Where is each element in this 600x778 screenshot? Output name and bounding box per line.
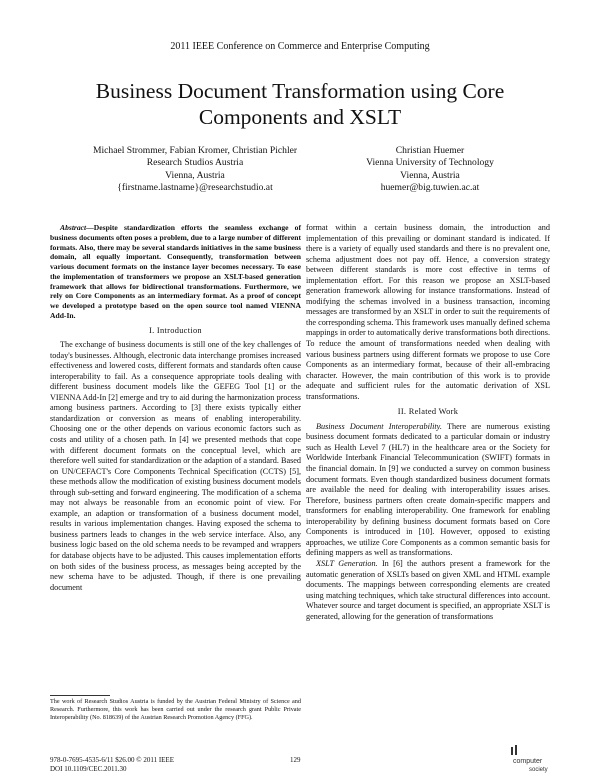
paragraph-text: There are numerous existing business document formats dedicated to a particular domain or industry such as Health Level 7 (HL7) in the healthcare area or the Society for Worldwide Interbank Financial Telecommunication (SWIFT) formats in the financial domain. In [9] we conducted a survey on common business document formats. Even though standardized business document formats are available the need for dealing with interoperability issues arises. Therefore, business partners often create domain-specific mappers and transformers for enabling interoperability. One framework for enabling interoperability by defining business document formats based on Core Components is introduced in [10]. However, opposed to existing approaches, we utilize Core Components as a common semantic basis for defining mappers as well as transformations. xyxy=(306,421,550,558)
abstract-text: —Despite standardization efforts the seamless exchange of business documents often poses a problem, due to a large number of different formats. Also, there may be several standards initiatives in the same business domain, all equally important. Consequently, transformation between various document formats on the instance layer becomes necessary. To ease the implementation of transformers we propose an XSLT-based generation framework that allows for bidirectional transformations. Furthermore, we rely on Core Components as an intermediary format. As a proof of concept we developed a prototype based on the open source tool named VIENNA Add-In. xyxy=(50,223,301,320)
abstract xyxy=(50,223,301,321)
abstract-label: Abstract xyxy=(60,223,87,232)
computer-society-logo-icon xyxy=(507,745,557,773)
paper-title xyxy=(40,78,560,130)
computer-society-logo xyxy=(507,745,557,773)
author-city: Vienna, Austria xyxy=(165,169,225,181)
page-number: 129 xyxy=(290,756,301,764)
introduction-paragraph: The exchange of business documents is still one of the key challenges of today's businesses. Although, electronic data interchange promises increased effectiveness and lowered costs, different formats and standards often cause interoperability to fail. As a consequence appropriate tools dealing with different business document models like the GEFEG Tool [1] or the VIENNA Add-In [2] emerge and try to aid during the harmonization process among business partners. According to [3] there exists typically either standardization or conversion as means of enabling interoperability. Choosing one or the other depends on various economic factors such as costs and utility of a chosen path. In [4] we presented methods that cope with different document formats on the conceptual level, which are therefore well suited for standardization or the adaption of a standard. Based on UN/CEFACT's Core Components Technical Specification (CCTS) [5], these methods allow the modification of existing business document models through sub-setting and forward engineering. The modification of a schema may not always be reasonable from an economic point of view. For example, an adaption or transformation of a business document model, results in various implementation changes. Having exposed the schema to business partners leads to changes in the web service interface. Also, any business logic based on the old schema needs to be revamped and wrappers for database objects have to be adjusted. This causes implementation efforts on both sides of the business process, as messages being accepted by the new schema have to be adjusted. Though, if there is one prevailing document xyxy=(50,340,301,592)
author-email: huemer@big.tuwien.ac.at xyxy=(380,181,480,193)
author-block-left xyxy=(70,145,320,194)
publication-info xyxy=(50,756,174,774)
related-work-paragraph-2 xyxy=(306,559,550,622)
title-line-1: Business Document Transformation using Core xyxy=(95,79,505,103)
right-column xyxy=(306,223,550,622)
footnote: The work of Research Studios Austria is funded by the Austrian Federal Ministry of Science and Research. Furthermore, this work has been carried out under the research grant Public Private Interoperability (No. 818639) of the Austrian Research Promotion Agency (FFG). xyxy=(50,698,301,721)
logo-text-computer: computer xyxy=(513,758,543,765)
conference-header: 2011 IEEE Conference on Commerce and Enterprise Computing xyxy=(170,41,430,52)
introduction-continued: format within a certain business domain, the introduction and implementation of this prevailing or dominant standard is indicated. If there is a variety of equally used standards and there is no prevalent one, schema adjustment does not pay off. Hence, a conversion strategy between different standards is more cost effective in terms of implementation effort. For this reason we propose an XSLT-based generation framework allowing for instance transformations. Instead of modifying the schemas involved in a business transaction, incoming messages are transformed by an XSLT in order to suit the requirements of the corresponding schema. This framework uses manually defined schema mappings in order to automatically derive transformations both directions. To reduce the amount of transformations needed when dealing with various business partners using different formats we propose to use Core Components as an intermediary format, because of their all-embracing character. However, the main contribution of this work is to provide adequate and sufficient rules for the automatic derivation of XSL transformations. xyxy=(306,223,550,401)
paragraph-lead: Business Document Interoperability. xyxy=(316,421,442,431)
title-line-2: Components and XSLT xyxy=(198,105,402,129)
footnote-rule xyxy=(50,695,110,696)
author-names: Christian Huemer xyxy=(395,145,465,156)
author-block-right xyxy=(330,145,530,194)
section-heading-introduction: I. Introduction xyxy=(149,325,202,335)
paragraph-text: In [6] the authors present a framework for the automatic generation of XSLTs based on given XML and HTML example documents. The mappings between corresponding elements are created using matching techniques, which take structural differences into account. Whatever source and target document is specified, an appropriate XSLT is generated, allowing for the generation of transformations xyxy=(306,558,551,621)
author-names: Michael Strommer, Fabian Kromer, Christian Pichler xyxy=(92,145,298,156)
author-org: Research Studios Austria xyxy=(146,157,244,169)
author-org: Vienna University of Technology xyxy=(366,157,494,169)
paragraph-lead: XSLT Generation. xyxy=(316,558,378,568)
doi-line: DOI 10.1109/CEC.2011.30 xyxy=(50,765,127,773)
author-city: Vienna, Austria xyxy=(400,169,460,181)
author-email: {firstname.lastname}@researchstudio.at xyxy=(117,181,273,193)
related-work-paragraph-1 xyxy=(306,422,550,559)
section-heading-related-work: II. Related Work xyxy=(397,407,459,417)
left-column xyxy=(50,223,301,593)
logo-text-society: society xyxy=(529,767,548,773)
isbn-line: 978-0-7695-4535-6/11 $26.00 © 2011 IEEE xyxy=(50,756,174,764)
